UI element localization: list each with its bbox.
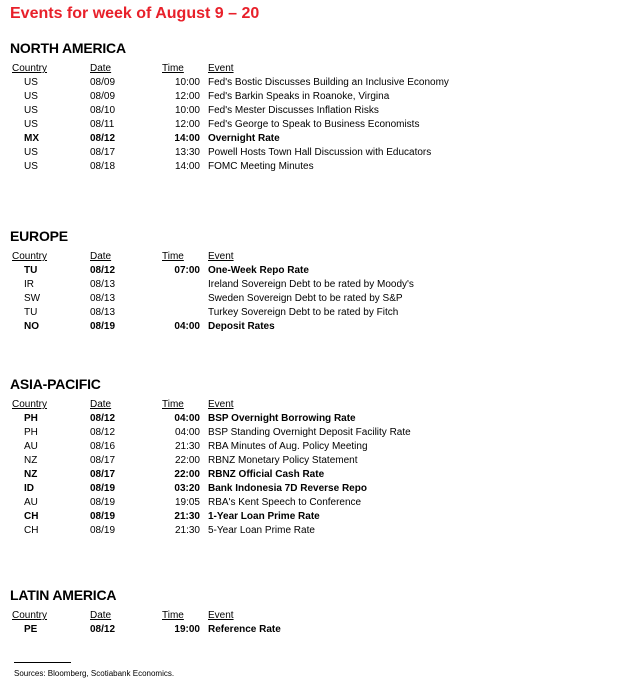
table-row: [10, 320, 414, 334]
sources-note: Sources: Bloomberg, Scotiabank Economics.: [14, 669, 175, 678]
cell-country: AU: [24, 441, 38, 452]
column-header-date: Date: [90, 399, 112, 410]
cell-date: 08/12: [90, 427, 116, 438]
table-header-row: [10, 62, 449, 76]
cell-event: BSP Overnight Borrowing Rate: [208, 413, 356, 424]
cell-event: Fed's Mester Discusses Inflation Risks: [208, 105, 379, 116]
column-header-country: Country: [12, 63, 48, 74]
cell-date: 08/19: [90, 525, 116, 536]
table-row: [10, 76, 449, 90]
section-title: ASIA-PACIFIC: [10, 376, 101, 392]
events-table: [10, 250, 414, 334]
cell-date: 08/09: [90, 91, 116, 102]
cell-event: RBNZ Official Cash Rate: [208, 469, 325, 480]
column-header-time: Time: [162, 399, 184, 410]
cell-country: US: [24, 161, 38, 172]
column-header-time: Time: [162, 251, 184, 262]
table-row: [10, 292, 414, 306]
cell-country: TU: [24, 265, 38, 276]
column-header-date: Date: [90, 251, 112, 262]
section-europe: [10, 228, 414, 334]
cell-event: RBNZ Monetary Policy Statement: [208, 455, 358, 466]
column-header-event: Event: [208, 63, 234, 74]
cell-time: 12:00: [174, 119, 200, 130]
cell-date: 08/09: [90, 77, 116, 88]
cell-country: NZ: [24, 469, 38, 480]
table-row: [10, 264, 414, 278]
cell-time: 07:00: [174, 265, 200, 276]
cell-event: Deposit Rates: [208, 321, 275, 332]
cell-event: RBA's Kent Speech to Conference: [208, 497, 362, 508]
cell-date: 08/13: [90, 279, 116, 290]
cell-time: 04:00: [174, 321, 200, 332]
cell-event: Ireland Sovereign Debt to be rated by Moody's: [208, 279, 414, 290]
cell-date: 08/12: [90, 624, 116, 635]
cell-date: 08/16: [90, 441, 116, 452]
events-table: [10, 62, 449, 174]
section-asia-pacific: [10, 376, 411, 538]
cell-event: Fed's Bostic Discusses Building an Inclusive Economy: [208, 77, 449, 88]
table-row: [10, 412, 411, 426]
table-row: [10, 160, 449, 174]
cell-time: 04:00: [174, 427, 200, 438]
page-title: Events for week of August 9 – 20: [10, 5, 260, 22]
cell-country: US: [24, 147, 38, 158]
table-header-row: [10, 250, 414, 264]
cell-event: One-Week Repo Rate: [208, 265, 309, 276]
cell-time: 10:00: [174, 77, 200, 88]
cell-time: 21:30: [174, 525, 200, 536]
cell-date: 08/10: [90, 105, 116, 116]
table-row: [10, 118, 449, 132]
cell-date: 08/19: [90, 497, 116, 508]
section-title: LATIN AMERICA: [10, 587, 117, 603]
cell-time: 14:00: [174, 161, 200, 172]
table-row: [10, 482, 411, 496]
cell-date: 08/13: [90, 293, 116, 304]
cell-country: SW: [24, 293, 41, 304]
cell-country: CH: [24, 511, 39, 522]
cell-event: Overnight Rate: [208, 133, 280, 144]
column-header-date: Date: [90, 610, 112, 621]
table-row: [10, 306, 414, 320]
cell-time: 22:00: [174, 469, 200, 480]
section-title: EUROPE: [10, 228, 68, 244]
cell-event: FOMC Meeting Minutes: [208, 161, 314, 172]
table-row: [10, 146, 449, 160]
cell-date: 08/12: [90, 133, 116, 144]
cell-time: 14:00: [174, 133, 200, 144]
cell-time: [162, 292, 200, 306]
cell-date: 08/12: [90, 265, 116, 276]
table-row: [10, 440, 411, 454]
cell-country: TU: [24, 307, 38, 318]
cell-event: Sweden Sovereign Debt to be rated by S&P: [208, 293, 403, 304]
table-header-row: [10, 398, 411, 412]
cell-country: MX: [24, 133, 39, 144]
column-header-event: Event: [208, 399, 234, 410]
table-row: [10, 454, 411, 468]
cell-date: 08/19: [90, 511, 116, 522]
events-table: [10, 609, 281, 637]
cell-time: 04:00: [174, 413, 200, 424]
table-row: [10, 132, 449, 146]
column-header-event: Event: [208, 610, 234, 621]
cell-country: AU: [24, 497, 38, 508]
table-row: [10, 524, 411, 538]
table-row: [10, 623, 281, 637]
cell-event: BSP Standing Overnight Deposit Facility Rate: [208, 427, 411, 438]
cell-time: 12:00: [174, 91, 200, 102]
cell-event: Turkey Sovereign Debt to be rated by Fitch: [208, 307, 399, 318]
cell-time: 21:30: [174, 511, 200, 522]
column-header-country: Country: [12, 610, 48, 621]
column-header-country: Country: [12, 399, 48, 410]
table-row: [10, 510, 411, 524]
cell-date: 08/17: [90, 455, 116, 466]
column-header-date: Date: [90, 63, 112, 74]
column-header-time: Time: [162, 63, 184, 74]
cell-event: RBA Minutes of Aug. Policy Meeting: [208, 441, 368, 452]
cell-time: 10:00: [174, 105, 200, 116]
cell-country: NZ: [24, 455, 38, 466]
cell-country: NO: [24, 321, 39, 332]
cell-time: [162, 306, 200, 320]
cell-event: 5-Year Loan Prime Rate: [208, 525, 315, 536]
cell-date: 08/12: [90, 413, 116, 424]
cell-country: US: [24, 105, 38, 116]
column-header-time: Time: [162, 610, 184, 621]
cell-country: CH: [24, 525, 39, 536]
events-table: [10, 398, 411, 538]
cell-date: 08/11: [90, 119, 115, 130]
column-header-event: Event: [208, 251, 234, 262]
cell-date: 08/13: [90, 307, 116, 318]
cell-time: 22:00: [174, 455, 200, 466]
column-header-country: Country: [12, 251, 48, 262]
cell-time: [162, 278, 200, 292]
section-latin-america: [10, 587, 281, 637]
table-row: [10, 496, 411, 510]
cell-time: 13:30: [174, 147, 200, 158]
cell-country: PH: [24, 427, 38, 438]
table-row: [10, 278, 414, 292]
cell-date: 08/19: [90, 321, 116, 332]
cell-date: 08/19: [90, 483, 116, 494]
footer-divider: [14, 662, 71, 663]
section-north-america: [10, 40, 449, 174]
cell-time: 03:20: [174, 483, 200, 494]
cell-country: PE: [24, 624, 38, 635]
cell-time: 19:05: [174, 497, 200, 508]
table-header-row: [10, 609, 281, 623]
section-title: NORTH AMERICA: [10, 40, 126, 56]
cell-time: 21:30: [174, 441, 200, 452]
cell-time: 19:00: [174, 624, 200, 635]
cell-event: Bank Indonesia 7D Reverse Repo: [208, 483, 367, 494]
table-row: [10, 426, 411, 440]
cell-country: PH: [24, 413, 38, 424]
cell-event: 1-Year Loan Prime Rate: [208, 511, 320, 522]
cell-date: 08/18: [90, 161, 116, 172]
cell-event: Reference Rate: [208, 624, 281, 635]
cell-event: Powell Hosts Town Hall Discussion with Educators: [208, 147, 432, 158]
cell-date: 08/17: [90, 469, 116, 480]
cell-country: US: [24, 77, 38, 88]
table-row: [10, 468, 411, 482]
cell-country: IR: [24, 279, 34, 290]
table-row: [10, 104, 449, 118]
cell-date: 08/17: [90, 147, 116, 158]
cell-country: ID: [24, 483, 34, 494]
table-row: [10, 90, 449, 104]
cell-country: US: [24, 91, 38, 102]
cell-country: US: [24, 119, 38, 130]
cell-event: Fed's Barkin Speaks in Roanoke, Virgina: [208, 91, 390, 102]
cell-event: Fed's George to Speak to Business Economists: [208, 119, 420, 130]
